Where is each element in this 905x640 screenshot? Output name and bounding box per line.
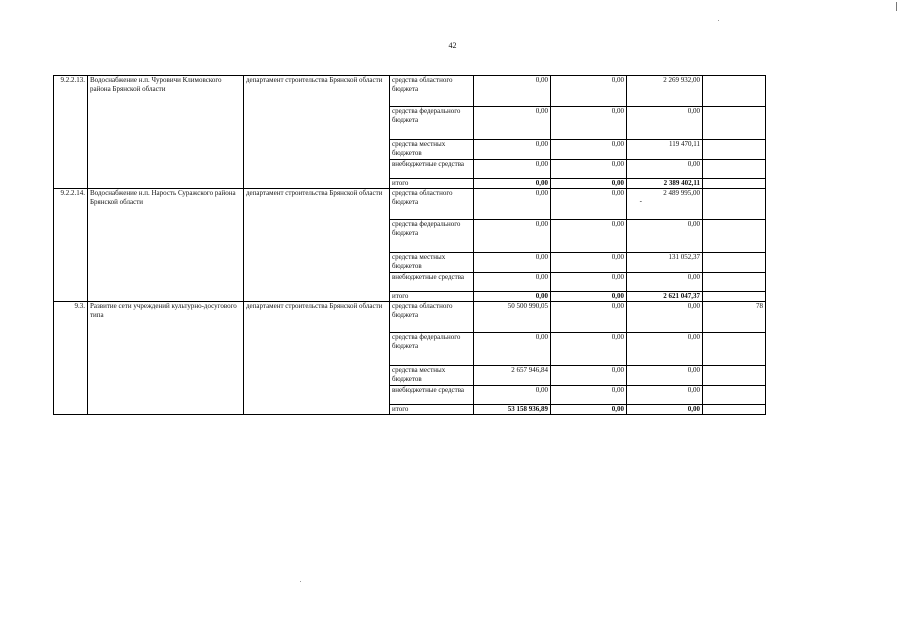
- funding-value-col1: 0,00: [474, 386, 551, 405]
- end-value: 78: [703, 302, 766, 333]
- funding-value-col3: [627, 253, 703, 273]
- funding-value-col3-text: 2 389 402,11: [663, 179, 700, 187]
- funding-value-col1: 0,00: [474, 107, 551, 140]
- item-code: 9.2.2.14.: [54, 189, 88, 302]
- funding-source-label: средства областного бюджета: [390, 302, 474, 333]
- funding-source-label: внебюджетные средства: [390, 386, 474, 405]
- item-responsible: департамент строительства Брянской области: [244, 302, 390, 415]
- item-name: Развитие сети учреждений культурно-досугового типа: [88, 302, 244, 415]
- funding-value-col2: 0,00: [551, 405, 627, 415]
- funding-value-col3-text: 0,00: [687, 220, 700, 228]
- end-value: [703, 76, 766, 107]
- funding-value-col3: [627, 76, 703, 107]
- end-value: [703, 253, 766, 273]
- funding-source-label: итого: [390, 405, 474, 415]
- funding-value-col3: [627, 220, 703, 253]
- funding-value-col2: 0,00: [551, 220, 627, 253]
- page-number: 42: [448, 41, 457, 50]
- item-code: 9.3.: [54, 302, 88, 415]
- funding-value-col3-text: 0,00: [687, 366, 700, 374]
- pen-mark: -: [639, 197, 642, 205]
- funding-value-col1: 0,00: [474, 292, 551, 302]
- funding-value-col2: 0,00: [551, 333, 627, 366]
- funding-value-col3-text: 0,00: [687, 405, 700, 413]
- funding-value-col3: [627, 292, 703, 302]
- end-value: [703, 107, 766, 140]
- scan-speck: [718, 20, 719, 21]
- funding-value-col1: 2 657 946,84: [474, 366, 551, 386]
- item-responsible: департамент строительства Брянской области: [244, 189, 390, 302]
- funding-value-col3: [627, 333, 703, 366]
- funding-value-col1: 50 500 990,05: [474, 302, 551, 333]
- funding-value-col1: 0,00: [474, 253, 551, 273]
- funding-source-label: средства областного бюджета: [390, 76, 474, 107]
- funding-source-label: средства местных бюджетов: [390, 366, 474, 386]
- funding-source-label: средства областного бюджета: [390, 189, 474, 220]
- funding-value-col3-text: 0,00: [687, 333, 700, 341]
- table-row: [54, 302, 766, 333]
- funding-value-col2: 0,00: [551, 160, 627, 179]
- funding-value-col1: 0,00: [474, 273, 551, 292]
- table-row: [54, 189, 766, 220]
- funding-source-label: средства местных бюджетов: [390, 253, 474, 273]
- funding-value-col3: [627, 273, 703, 292]
- end-value: [703, 292, 766, 302]
- item-responsible: департамент строительства Брянской области: [244, 76, 390, 189]
- funding-value-col2: 0,00: [551, 366, 627, 386]
- end-value: [703, 273, 766, 292]
- funding-value-col3-text: 0,00: [687, 302, 700, 310]
- budget-table: [53, 75, 766, 415]
- funding-value-col1: 0,00: [474, 140, 551, 160]
- item-name: Водоснабжение н.п. Чуровичи Климовского района Брянской области: [88, 76, 244, 189]
- funding-value-col2: 0,00: [551, 386, 627, 405]
- funding-value-col3: [627, 386, 703, 405]
- funding-value-col3: [627, 140, 703, 160]
- funding-value-col1: 0,00: [474, 220, 551, 253]
- funding-value-col3-text: 0,00: [687, 386, 700, 394]
- end-value: [703, 366, 766, 386]
- end-value: [703, 160, 766, 179]
- funding-value-col1: 0,00: [474, 333, 551, 366]
- funding-value-col1: 0,00: [474, 76, 551, 107]
- funding-source-label: итого: [390, 292, 474, 302]
- end-value: [703, 386, 766, 405]
- funding-source-label: итого: [390, 179, 474, 189]
- funding-value-col3-text: 2 621 047,37: [663, 292, 700, 300]
- funding-source-label: средства федерального бюджета: [390, 107, 474, 140]
- funding-value-col2: 0,00: [551, 179, 627, 189]
- funding-value-col3: [627, 366, 703, 386]
- funding-source-label: внебюджетные средства: [390, 273, 474, 292]
- end-value: [703, 179, 766, 189]
- end-value: [703, 189, 766, 220]
- funding-value-col3: [627, 302, 703, 333]
- funding-value-col3-text: 131 052,37: [668, 253, 700, 261]
- funding-value-col3-text: 2 269 932,00: [663, 76, 700, 84]
- funding-value-col1: 53 158 936,89: [474, 405, 551, 415]
- end-value: [703, 333, 766, 366]
- table-row: [54, 76, 766, 107]
- funding-source-label: средства федерального бюджета: [390, 333, 474, 366]
- funding-value-col2: 0,00: [551, 273, 627, 292]
- funding-source-label: средства федерального бюджета: [390, 220, 474, 253]
- scan-mark: [896, 2, 897, 11]
- funding-value-col2: 0,00: [551, 76, 627, 107]
- funding-value-col3-text: 2 489 995,00: [663, 189, 700, 197]
- funding-source-label: средства местных бюджетов: [390, 140, 474, 160]
- funding-value-col3: [627, 405, 703, 415]
- funding-value-col3: [627, 179, 703, 189]
- funding-value-col3-text: 119 470,11: [669, 140, 700, 148]
- funding-value-col1: 0,00: [474, 189, 551, 220]
- item-name: Водоснабжение н.п. Нарость Суражского района Брянской области: [88, 189, 244, 302]
- funding-value-col3: [627, 160, 703, 179]
- end-value: [703, 140, 766, 160]
- funding-value-col2: 0,00: [551, 189, 627, 220]
- funding-source-label: внебюджетные средства: [390, 160, 474, 179]
- funding-value-col1: 0,00: [474, 160, 551, 179]
- funding-value-col3-text: 0,00: [687, 160, 700, 168]
- item-code: 9.2.2.13.: [54, 76, 88, 189]
- funding-value-col3: [627, 107, 703, 140]
- end-value: [703, 220, 766, 253]
- funding-value-col3-text: 0,00: [687, 273, 700, 281]
- funding-value-col3-text: 0,00: [687, 107, 700, 115]
- funding-value-col1: 0,00: [474, 179, 551, 189]
- end-value: [703, 405, 766, 415]
- funding-value-col3: [627, 189, 703, 220]
- funding-value-col2: 0,00: [551, 292, 627, 302]
- funding-value-col2: 0,00: [551, 302, 627, 333]
- scan-speck: [300, 581, 301, 582]
- funding-value-col2: 0,00: [551, 253, 627, 273]
- funding-value-col2: 0,00: [551, 140, 627, 160]
- funding-value-col2: 0,00: [551, 107, 627, 140]
